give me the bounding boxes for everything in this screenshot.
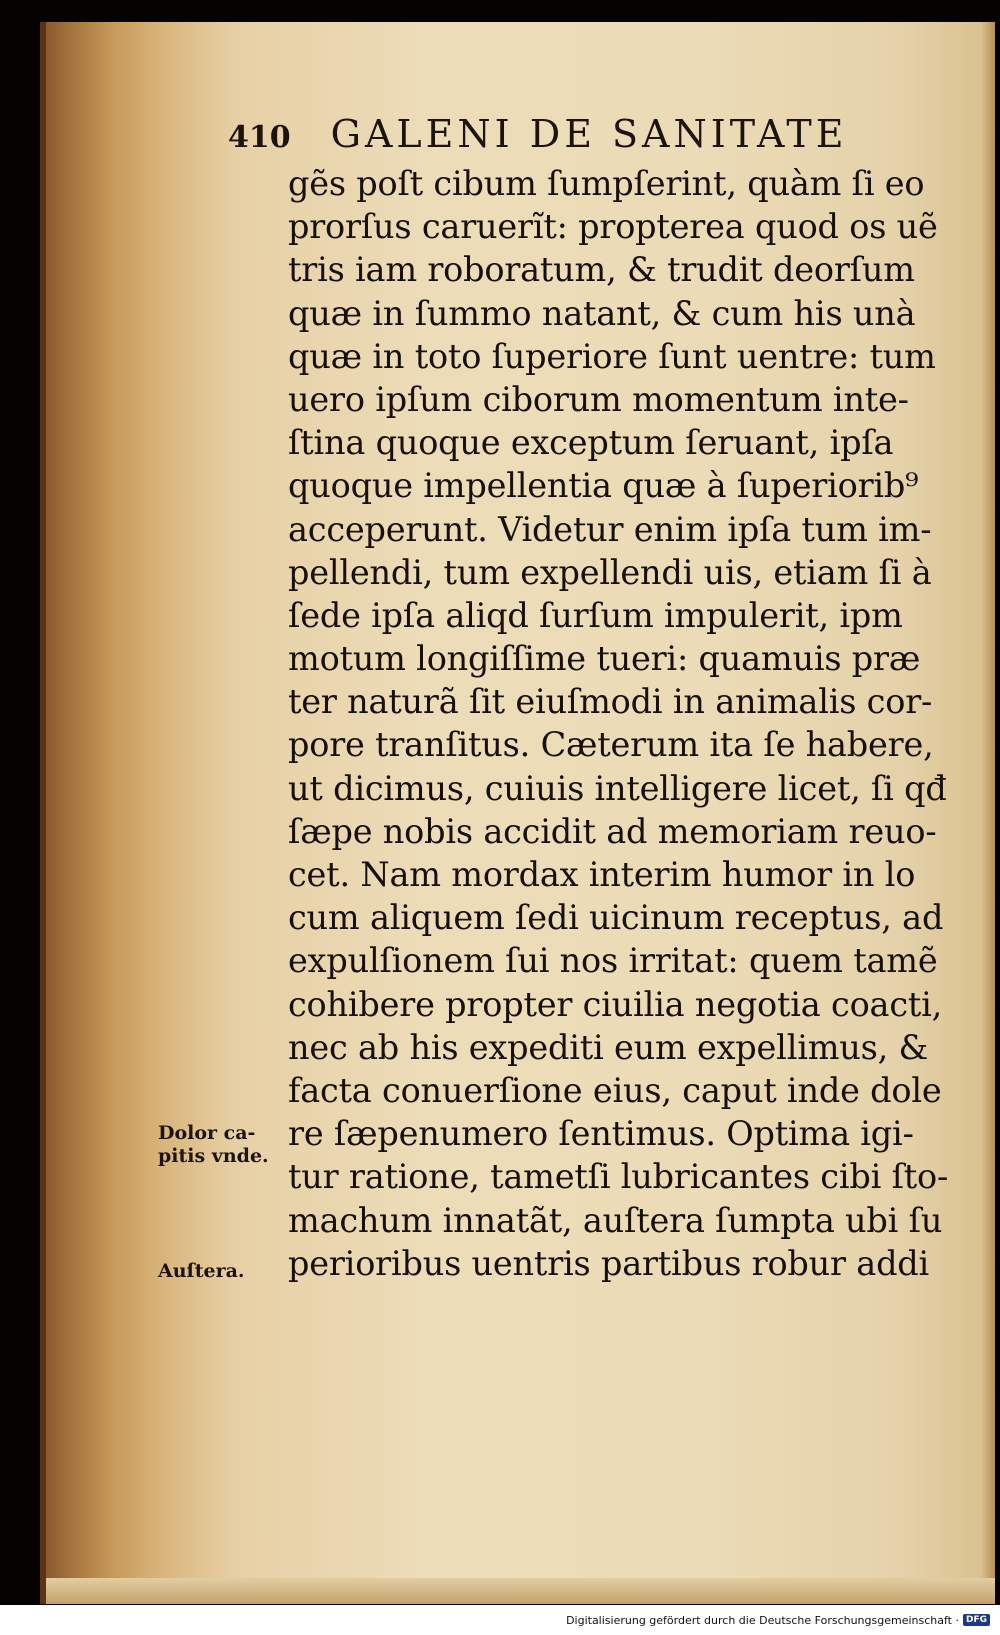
text-line: quæ in ſummo natant, & cum his unà bbox=[288, 293, 916, 333]
text-line: expulſionem ſui nos irritat: quem tamẽ bbox=[288, 941, 938, 981]
text-line: tur ratione, tametſi lubricantes cibi ſto- bbox=[288, 1157, 949, 1197]
page-edge-right bbox=[981, 22, 995, 1604]
text-line: gẽs poſt cibum ſumpſerint, quàm ſi eo bbox=[288, 164, 925, 203]
text-line: facta conuerſione eius, caput inde dole bbox=[288, 1070, 942, 1110]
digitization-footer bbox=[0, 1605, 1000, 1635]
text-line: cum aliquem ſedi uicinum receptus, ad bbox=[288, 898, 944, 938]
text-line: quoque impellentia quæ à ſuperiorib⁹ bbox=[288, 466, 919, 506]
text-line: re ſæpenumero ſentimus. Optima igi- bbox=[288, 1114, 914, 1154]
text-line: uero ipſum ciborum momentum inte- bbox=[288, 379, 909, 419]
text-line: ſtina quoque exceptum ſeruant, ipſa bbox=[288, 423, 894, 463]
margin-note-dolor bbox=[158, 1122, 269, 1168]
text-line: ſede ipſa aliqd ſurſum impulerit, ipm bbox=[288, 595, 903, 635]
margin-note-line: Dolor ca- bbox=[158, 1122, 256, 1144]
text-line: ſæpe nobis accidit ad memoriam reuo- bbox=[288, 811, 937, 851]
main-text bbox=[288, 162, 949, 1285]
text-line: motum longiſſime tueri: quamuis præ bbox=[288, 639, 921, 679]
text-line: ut dicimus, cuiuis intelligere licet, ſi qđ bbox=[288, 768, 947, 808]
margin-note-austera: Auſtera. bbox=[158, 1260, 245, 1282]
text-line: quæ in toto ſuperiore ſunt uentre: tum bbox=[288, 336, 936, 376]
text-line: pellendi, tum expellendi uis, etiam ſi à bbox=[288, 552, 932, 592]
text-line: perioribus uentris partibus robur addi bbox=[288, 1243, 930, 1283]
text-line: cet. Nam mordax interim humor in lo bbox=[288, 855, 916, 894]
footer-credit: Digitalisierung gefördert durch die Deutsche Forschungsgemeinschaft · bbox=[566, 1613, 959, 1627]
text-line: acceperunt. Videtur enim ipſa tum im- bbox=[288, 509, 932, 549]
running-head: GALENI DE SANITATE bbox=[330, 112, 848, 156]
page-header bbox=[228, 112, 908, 162]
dfg-logo-icon: DFG bbox=[963, 1614, 990, 1626]
margin-note-line: pitis vnde. bbox=[158, 1145, 269, 1167]
text-line: nec ab his expediti eum expellimus, & bbox=[288, 1027, 929, 1067]
text-line: machum innatãt, auſtera ſumpta ubi ſu bbox=[288, 1200, 943, 1240]
text-line: cohibere propter ciuilia negotia coacti, bbox=[288, 984, 943, 1024]
text-line: ter naturã ſit eiuſmodi in animalis cor- bbox=[288, 682, 933, 722]
page-number: 410 bbox=[228, 120, 291, 155]
page-edge-bottom bbox=[46, 1578, 995, 1604]
text-line: pore tranſitus. Cæterum ita ſe habere, bbox=[288, 725, 934, 765]
text-line: prorſus caruerĩt: propterea quod os uẽ bbox=[288, 207, 938, 247]
text-line: tris iam roboratum, & trudit deorſum bbox=[288, 250, 915, 290]
